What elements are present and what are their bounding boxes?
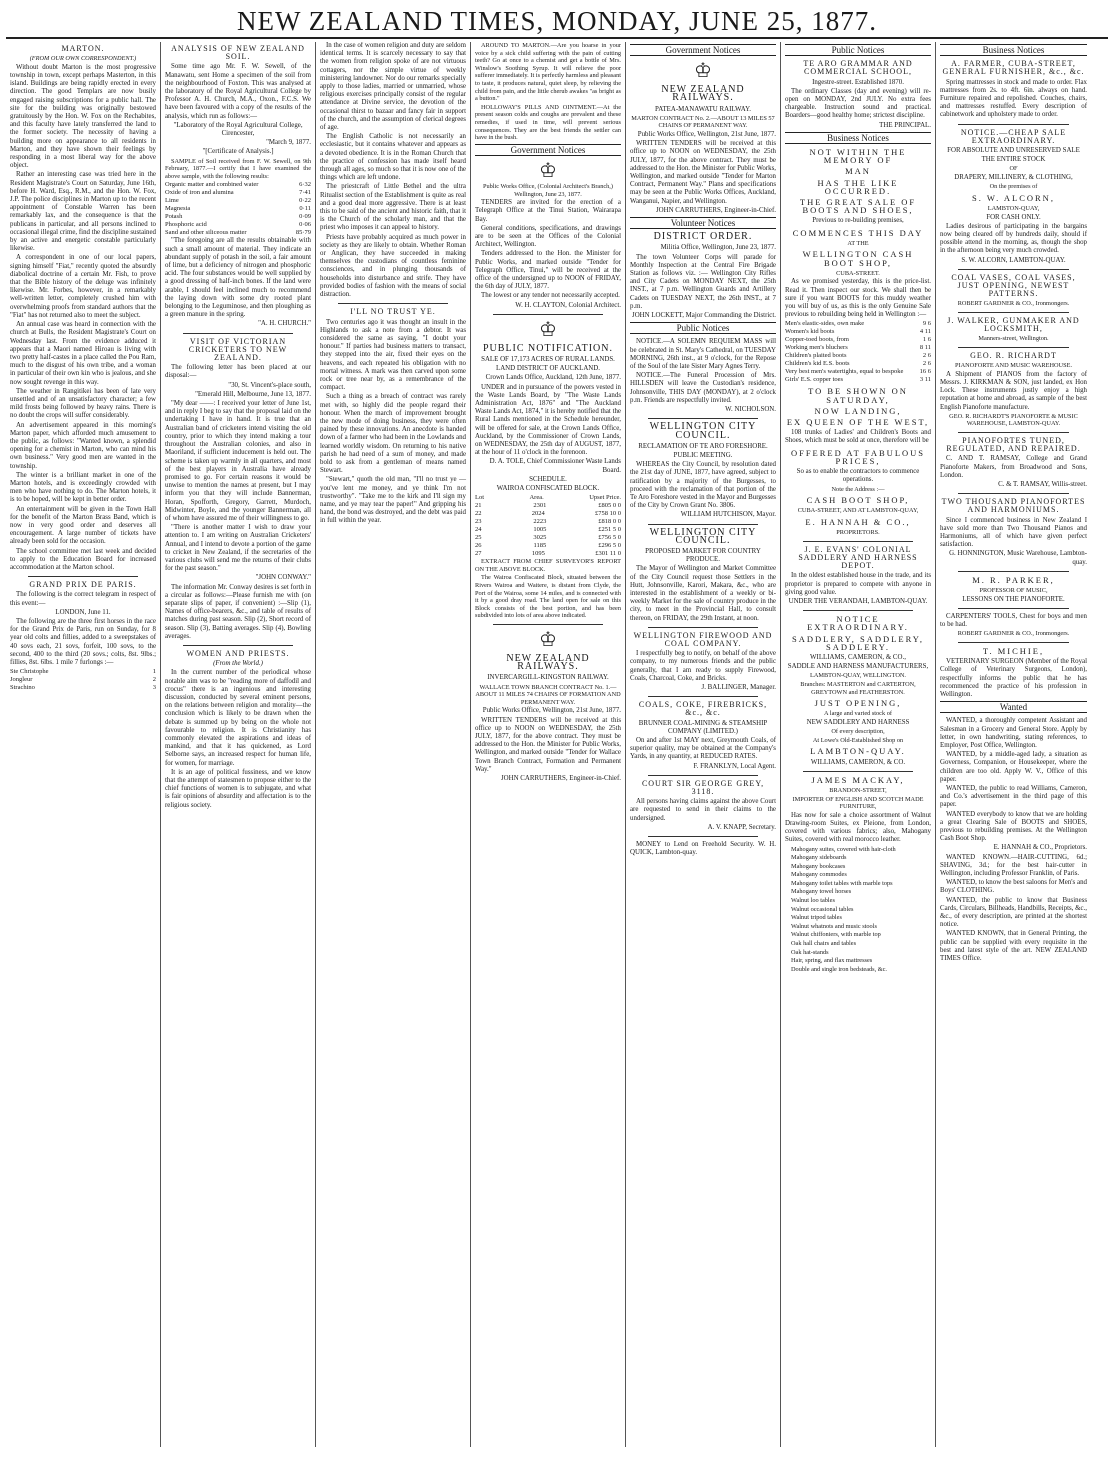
advert-line: NEW SADDLERY AND HARNESS [806,718,910,726]
advert-paragraph: AROUND TO MARTON.—Are you hoarse in your voice by a sick child suffering with the pain of cutting teeth? Go at once to a chemist and get a bottle of Mrs. Winslow's Soothing Syrup. It will relieve the poor sufferer immediately. It is perfectly harmless and pleasant to taste, it produces natural, quiet sleep, by relieving the child from pain, and the little cherub awakes "as bright as a button." [475,42,621,103]
notice-heading: NEW ZEALAND RAILWAYS. [661,84,745,104]
advert-line: SADDLERY, SADDLERY, SADDLERY. [792,633,924,652]
advert-paragraph: Spring mattresses in stock and made to order. Flax mattresses from 2s. to 4ft. 6in. always on hand. Furniture repaired and repolished. Couches, chairs, and mattresses restuffed. Every description of cabinetwork and upholstery made to order. [940,78,1087,119]
signature: "JOHN CONWAY." [255,574,311,582]
advert-line: ROBERT GARDNER & CO., Ironmongers. [957,630,1070,638]
divider [648,418,758,419]
wanted-ad: WANTED everybody to know that we are holding a great Clearing Sale of BOOTS and SHOES, previous to rebuilding premises. At the Wellington Cash Boot Shop. [940,810,1087,843]
divider [958,571,1069,572]
advert-paragraph: In the oldest established house in the trade, and its proprietor is prepared to compete with anyone in giving good value. [785,572,931,596]
notice-paragraph: The lowest or any tender not necessarily accepted. [481,292,620,300]
divider [183,645,293,646]
advert-line: LAMBTON-QUAY, [987,205,1040,213]
advert-heading: M. R. PARKER, [972,574,1055,585]
wanted-ad: WANTED, by a middle-aged lady, a situation as Governess, Companion, or Housekeeper, where the children are too old. Apply W. V., Office of this paper. [940,751,1087,783]
schedule-row: 25 3025 £756 5 0 [475,534,621,542]
price-row: Children's kid E.S. boots 2 6 [785,360,931,368]
article-heading-trust: I'LL NO TRUST YE. [350,307,436,317]
race-result-row: Jongleur 2 [10,676,156,684]
notice-subheading: BRUNNER COAL-MINING & STEAMSHIP COMPANY (LIMITED.) [638,719,768,735]
advert-line: OFFERED AT FABULOUS PRICES, [790,447,926,466]
section-heading-public: Public Notices [630,322,776,334]
notice-subheading: Ingestre-street. Established 1870. [812,78,904,86]
notice-paragraph: The ordinary Classes (day and evening) will re-open on MONDAY, 2nd JULY. No extra fees chargeable. Instruction sound and practical. Boarders—good healthy home; strictest discipline. [785,87,931,120]
list-item: Walnut loo tables [791,897,835,905]
list-item: Walnut chiffoniers, with marble top [791,931,881,939]
advert-heading: NOTICE.—CHEAP SALE EXTRAORDINARY. [960,127,1067,145]
notice-paragraph: Tenders addressed to the Hon. the Minister for Public Works, and marked outside "Tender for Telegraph Office, Tinui," will be received at the office of the undersigned up to NOON of FRIDAY, the 6th day of JULY, 1877. [475,250,621,291]
article-paragraph: Rather an interesting case was tried here in the Resident Magistrate's Court on Saturday, June 16th, before H. Ward, Esq., R.M., and the Hon. W. Fox, J.P. The police disciplines in Marton up to the recent appointment of Constable Warren has been remarkably lax, and the consequence is that the publicans in particular, and all persons inclined to occasional illegal crime, find the discipline sustained by an active and energetic constable particularly likewise. [10,171,156,253]
article-heading-cricketers: VISIT OF VICTORIAN CRICKETERS TO NEW ZEALAND. [188,336,288,363]
advert-heading: J. E. EVANS' COLONIAL SADDLERY AND HARNESS DEPOT. [798,544,918,571]
schedule-row: 22 2024 £758 10 0 [475,510,621,518]
section-heading-wanted: Wanted [940,701,1087,713]
column-3 [316,42,471,1447]
advert-paragraph: 108 trunks of Ladies' and Children's Boots and Shoes, which must be sold at once, therefore will be [785,429,931,445]
advert-line: Note the Address :— [831,485,885,493]
divider [648,836,758,837]
signature: D. A. TOLE, Chief Commissioner Waste Lands Board. [489,458,621,474]
notice-paragraph: On and after 1st MAY next, Greymouth Coals, of superior quality, may be obtained at the Company's Yards, in any quantity, at REDUCED RATES. [630,737,776,761]
advert-line: HAS THE LIKE OCCURRED. [817,177,899,196]
article-paragraph: Priests have probably acquired as much power in society as they are likely to obtain. Whether Roman or Anglican, they have succeeded in making themselves the custodians of countless feminine consciences, and in plunging thousands of households into disturbance and strife. They have provided bodies of fashion with the means of social distraction. [320,233,466,299]
notice-heading: DISTRICT ORDER. [653,231,753,243]
advert-line: FOR ABSOLUTE AND UNRESERVED SALE [947,147,1080,155]
article-paragraph: "Stewart," quoth the old man, "I'll no trust ye — you've lent me money, and ye think I'm not trustworthy". "Take me to the kirk and I'll sign my name, and ye may tear the paper!" And gripping his hand, the bond was destroyed, and the debt was paid in full within the year. [320,476,466,525]
article-paragraph: It is an age of political fussiness, and we know that the attempt of statesmen to propose either to the chief functions of women is to subjugate, and what is fair opinions of absurdity and affectation is to the religious society. [165,768,311,809]
notice-paragraph: WRITTEN TENDERS will be received at this office up to NOON on WEDNESDAY, the 25th JULY, 1877, for the above contract. They must be addressed to the Hon. the Minister for Public Works, Wellington, and marked outside "Tender for Marton Contract, Permanent Way." Plans and specifications may be seen at the Public Works Offices, Auckland, Wanganui, Napier, and Wellington. [630,140,776,205]
section-heading-government: Government Notices [630,44,776,56]
schedule-header-row: Lot Area. Upset Price. [475,494,621,502]
signature: E. HANNAH & CO., Proprietors. [993,844,1087,852]
columns [6,42,1108,1447]
notice-heading: WELLINGTON CITY COUNCIL. [649,526,757,546]
divider [183,333,293,334]
price-row: Very best men's watertights, equal to bespoke 16 6 [785,368,931,376]
signature: W. NICHOLSON. [725,406,776,414]
list-item: Walnut occasional tables [791,905,854,913]
advert-line: DRAPERY, MILLINERY, & CLOTHING, [954,174,1073,182]
signature: THE PRINCIPAL. [879,121,931,129]
advert-line: AT THE [847,239,869,247]
notice-office: Crown Lands Office, Auckland, 12th June, 1877. [485,374,621,382]
analysis-row: Organic matter and combined water 6·32 [165,181,311,189]
advert-paragraph: C. AND T. RAMSAY, College and Grand Pianoforte Makers, from Broadwood and Sons, London. [940,455,1087,479]
divider [958,124,1069,125]
list-item: Mahogany toilet tables with marble tops [791,879,893,887]
notice-subheading: RECLAMATION OF TE ARO FORESHORE. [638,442,768,450]
divider [493,314,603,315]
notice-paragraph: MONEY to Lend on Freehold Security. W. H. QUICK, Lambton-quay. [630,841,776,857]
advert-line: Branches: MASTERTON and CARTERTON, GREYTOWN and FEATHERSTON. [800,680,916,696]
advert-paragraph: Since I commenced business in New Zealand I have sold more than Two Thousand Pianos and Harmoniums, all of which have given perfect satisfaction. [940,516,1087,549]
schedule-row: 24 1005 £251 5 0 [475,526,621,534]
divider [648,696,758,697]
signature: "A. H. CHURCH." [258,320,311,328]
wanted-ad: WANTED KNOWN, that in General Printing, the public can be supplied with every requisite in the best and latest style of the art. NEW ZEALAND TIMES Office. [940,930,1087,962]
notice-paragraph: NOTICE.—A SOLEMN REQUIEM MASS will be celebrated in St. Mary's Cathedral, on TUESDAY MORNING, 26th inst., at 9 o'clock, for the Repose of the Soul of the late Sister Mary Agnes Terry. [630,338,776,371]
column-2 [161,42,316,1447]
article-paragraph: The following are the three first horses in the race for the Grand Prix de Paris, run on Sunday, for 8 year old colts and fillies, added to a sweepstakes of 40 sovs each, 21 sovs, forfeit, 100 sovs, to the second, 400 to the third (20 sovs.; colts, 8st. 9lbs.; fillies, 8st. 6lbs. 1 mile 7 furlongs :— [10,618,156,667]
analysis-row: Sand and other siliceous matter 85·79 [165,229,311,237]
article-paragraph: The school committee met last week and decided to apply to the Education Board for increased accommodation at the Marton school. [10,547,156,571]
notice-subheading: INVERCARGILL-KINGSTON RAILWAY. [487,674,609,682]
price-row: Men's elastic-sides, own make 9 6 [785,320,931,328]
schedule-row: 21 2301 £805 0 0 [475,502,621,510]
list-item: Oak hat-stands [791,948,829,956]
notice-paragraph: I respectfully beg to notify, on behalf of the above company, to my numerous friends and the public generally, that I am ready to supply Firewood, Coals, Charcoal, Coke, and Bricks. [630,650,776,682]
royal-crest-icon: ♔ [539,628,557,651]
advert-line: Previous to re-building premises, [812,217,904,225]
quote-line: "March 9, 1877. [266,139,311,147]
price-row: Copper-toed boots, from 1 6 [785,336,931,344]
schedule-row: 27 1095 £301 11 0 [475,550,621,558]
schedule-heading: SCHEDULE. [529,475,567,483]
schedule-row: 23 2223 £818 0 0 [475,518,621,526]
advert-heading: A. FARMER, CUBA-STREET, GENERAL FURNISHER, &c., &c. [942,59,1085,77]
advert-line: S. W. ALCORN, [972,192,1055,203]
notice-heading: PUBLIC NOTIFICATION. [483,342,613,354]
advert-line: WILLIAMS, CAMERON, & CO. [810,758,906,766]
divider [958,608,1069,609]
notice-heading: COALS, COKE, FIREBRICKS, &c., &c. [638,700,768,718]
section-heading-business: Business Notices [785,132,931,144]
advert-line: NOW LANDING, [814,405,902,416]
advert-line: At Lowe's Old-Established Shop on [812,736,904,744]
advert-line: NOT WITHIN THE MEMORY OF [809,147,907,166]
notice-office: Public Works Office, (Colonial Architect's Branch,) Wellington, June 23, 1877. [483,182,613,198]
advert-paragraph: HOLLOWAY'S PILLS AND OINTMENT.—At the present season colds and coughs are prevalent and these remedies, if used in time, will prevent serious consequences. They are the best friends the settler can have in the bush. [475,103,621,142]
article-paragraph: The winter is a brilliant market in one of the Marton hotels, and is exceedingly crowded with men who have nothing to do. The Marton hotels, it is to be hoped, will be kept in better order. [10,471,156,504]
advert-line: UNDER THE VERANDAH, LAMBTON-QUAY. [788,597,928,605]
notice-paragraph: EXTRACT FROM CHIEF SURVEYOR'S REPORT ON THE ABOVE BLOCK. [475,558,621,573]
quote-line: "[Certificate of Analysis.] [202,148,274,156]
notice-heading: TE ARO GRAMMAR AND COMMERCIAL SCHOOL, [803,59,913,77]
article-subheading: (FROM OUR OWN CORRESPONDENT.) [29,55,137,63]
advert-paragraph: VETERINARY SURGEON (Member of the Royal College of Veterinary Surgeons, London), respectfully informs the public that he has recommenced the practice of his profession in Wellington. [940,658,1087,698]
advert-heading: J. WALKER, GUNMAKER AND LOCKSMITH, [947,316,1080,334]
notice-paragraph: WRITTEN TENDERS will be received at this office up to NOON on WEDNESDAY, the 25th JULY, 1877, for the above contract. They must be addressed to the Hon. the Minister for Public Works, Wellington, and marked outside "Tender for Wallace Town Branch Contract, Formation and Permanent Way." [475,716,621,773]
divider [958,642,1069,643]
divider [28,576,138,577]
article-paragraph: Without doubt Marton is the most progressive township in town, except perhaps Masterton, in this island. Buildings are being rapidly erected in every direction. The good Templars are now busily engaged raising subscriptions for a public hall. The site for the building was originally bestowed gratuitously by the Hon. W. Fox on the Rechabites, and this faculty have lately transferred the land to the former society. The necessity of having a building more on appearance to all residents in Marton, and they have shown their feelings by responding in a most liberal way for the above object. [10,63,156,170]
advert-line: S. W. ALCORN, LAMBTON-QUAY. [961,256,1066,264]
notice-office: Public Works Office, Wellington, 21st June, 1877. [637,131,776,138]
masthead-rule [6,37,1108,39]
signature: JOHN LOCKETT, Major Commanding the District. [632,312,776,320]
list-item: Mahogany bookcases [791,862,846,870]
article-paragraph: "There is another matter I wish to draw your attention to. I am writing on Australian Cricketers' Annual, and I intend to devote a portion of the game to cricket in New Zealand, if the secretaries of the various clubs will send me the returns of their clubs for the past season." [165,524,311,573]
advert-line: On the premises of [989,183,1038,191]
wanted-ad: WANTED, to know the best saloons for Men's and Boys' CLOTHING. [940,879,1087,895]
signature: JOHN CARRUTHERS, Engineer-in-Chief. [655,206,776,214]
article-paragraph: "My dear ——: I received your letter of June 1st, and in reply I beg to say that the proposal laid on the undertaking I have in hand. It is true that an Australian band of cricketers intend visiting the old country, prior to which they intend making a tour throughout the Australian colonies, and also in Maoriland, if sufficient inducement is held out. The scheme is taken up warmly in all quarters, and most of the best players in Australia have already promised to go. For certain reasons it would be unwise to mention the names at present, but I may inform you that they will include Bannerman, Horan, Spofforth, Gregory, Garrett, Murdoch, Midwinter, Boyle, and the younger Bannerman, all of whom have assured me of their willingness to go. [165,400,311,522]
advert-line: So as to enable the contractors to commence operations. [796,468,920,484]
notice-heading: COURT SIR GEORGE GREY, 3118. [641,778,765,797]
notice-paragraph: The Wairoa Confiscated Block, situated between the Rivers Wairoa and Waitere, is distant from Clyde, the Port of the Wairoa, some 14 miles, and is connected with it by a good dray road. The land open for sale on this Block consists of the best portion, and has been subdivided into lots of area above indicated. [475,574,621,620]
notice-heading: WELLINGTON FIREWOOD AND COAL COMPANY. [633,630,773,648]
article-heading-soil: ANALYSIS OF NEW ZEALAND SOIL. [171,44,305,62]
notice-subheading: PATEA-MANAWATU RAILWAY. [655,105,751,113]
schedule-subheading: WAIROA CONFISCATED BLOCK. [496,485,600,492]
signature: G. HONNINGTON, Music Warehouse, Lambton-quay. [949,550,1087,566]
article-heading-grand-prix: GRAND PRIX DE PARIS. [29,580,137,590]
notice-office: Public Works Office, Wellington, 21st June, 1877. [482,707,621,715]
advert-line: CASH BOOT SHOP, [806,495,910,506]
race-result-row: Ste Christophe 1 [10,668,156,676]
wanted-ad: WANTED KNOWN.—HAIR-CUTTING, 6d.; SHAVING, 3d.; for the best hair-cutter in Wellington, including Professor Franklin, of Paris. [940,853,1087,877]
article-paragraph: Such a thing as a breach of contract was rarely met with, so highly did the people regard their honour. When the march of improvement brought the new mode of doing business, they were often pained by these innovations. An anecdote is handed down of a farmer who had been in the Lowlands and learned worldly wisdom. On returning to his native parish he had need of a sum of money, and made bold to ask from a gentleman of means named Stewart. [320,393,466,475]
advert-paragraph: A Shipment of PIANOS from the factory of Messrs. J. KIRKMAN & SON, just landed, ex Hon Lock. These instruments justly enjoy a high reputation at home and abroad, as sample of the best English Pianoforte manufacture. [940,370,1087,411]
advert-line: LAMBTON-QUAY. [810,746,906,757]
quote-line: "30, St. Vincent's-place south, [228,381,311,389]
advert-line: FOR CASH ONLY. [986,213,1041,221]
analysis-row: Magnesia 0·11 [165,205,311,213]
advert-line: EX QUEEN OF THE WEST, [786,417,930,428]
notice-office: Militia Office, Wellington, June 23, 1877. [660,244,776,252]
advert-line: LESSONS ON THE PIANOFORTE. [962,595,1065,603]
notice-subheading: SALE OF 17,173 ACRES OF RURAL LANDS. [481,355,615,363]
race-result-row: Strachino 3 [10,684,156,692]
list-item: Hair, spring, and flax mattresses [791,957,873,965]
divider [958,269,1069,270]
article-paragraph: The weather in Rangitikei has been of late very unsettled and of an unsatisfactory character; a few mild frosts being followed by heavy rains. There is no doubt the crops will suffer considerably. [10,387,156,420]
advert-line: ROBERT GARDNER & CO., Ironmongers. [957,300,1070,308]
advert-line: E. HANNAH & CO., [805,516,911,527]
section-heading-volunteer: Volunteer Notices [630,217,776,229]
wanted-ad: WANTED, the public to read Williams, Cameron, and Co.'s advertisement in the third page of this paper. [940,784,1087,809]
article-subheading: (From the World.) [213,660,263,668]
divider [648,775,758,776]
article-heading-women-priests: WOMEN AND PRIESTS. [186,648,290,658]
advert-heading: JAMES MACKAY, [811,774,905,785]
advert-heading: T. MICHIE, [982,645,1045,656]
divider [958,493,1069,494]
advert-line: JUST OPENING, [814,698,902,709]
column-5 [626,42,781,1447]
advert-line: CUBA-STREET. [836,269,880,277]
analysis-row: Lime 0·22 [165,197,311,205]
article-paragraph: Some time ago Mr. F. W. Sewell, of the Manawatu, sent Home a specimen of the soil from the neighbourhood of Foxton. This was analysed at the laboratory of the Royal Agricultural College by Professor A. H. Church, M.A., Oxon., F.C.S. We have been favoured with a copy of the results of the analysis, which run as follows:— [165,63,311,120]
quote-line: "Emerald Hill, Melbourne, June 13, 1877. [195,390,311,398]
advert-heading: PIANOFORTES TUNED, REGULATED, AND REPAIRED. [946,436,1081,454]
divider [648,627,758,628]
wanted-ad: WANTED, the public to know that Business Cards, Circulars, Billheads, Handbills, Receipts, &c., &c., of every description, are printed at the shortest notice. [940,896,1087,929]
article-heading-marton: MARTON. [61,44,105,53]
wanted-ad: WANTED, a thoroughly competent Assistant and Salesman in a Grocery and General Store. Apply by letter, in own handwriting, stating references, to Employer, Post Office, Wellington. [940,717,1087,749]
divider [803,610,913,611]
analysis-row: Potash 0·09 [165,213,311,221]
advert-line: LAMBTON-QUAY, WELLINGTON. [809,672,907,680]
notice-paragraph: General conditions, specifications, and drawings are to be seen at the Offices of the Colonial Architect, Wellington. [475,224,621,249]
price-row: Working men's bluchers 8 11 [785,344,931,352]
list-item: Mahogany suites, covered with hair-cloth [791,845,896,853]
signature: F. FRANKLYN, Local Agent. [693,762,776,770]
signature: C. & T. RAMSAY, Willis-street. [998,481,1087,489]
analysis-row: Phosphoric acid 0·06 [165,221,311,229]
advert-paragraph: Has now for sale a choice assortment of Walnut Drawing-room Suites, ex Pleione, from London, covered with various fabrics; also, Mahogany Suites, covered with real morocco leather. [785,811,931,844]
advert-line: WELLINGTON CASH BOOT SHOP, [802,249,914,268]
advert-heading: TWO THOUSAND PIANOFORTES AND HARMONIUMS. [941,497,1086,515]
section-heading-government: Government Notices [475,144,621,156]
advert-line: TO BE SHOWN ON SATURDAY, [808,386,908,405]
article-paragraph: Two centuries ago it was thought an insult in the Highlands to ask a note from a debtor. It was considered the same as saying, "I doubt your honour." If parties had business matters to transact, they stepped into the air, fixed their eyes on the heavens, and each repeated his obligation with no mortal witness. A mark was then carved upon some rock or tree near by, as a remembrance of the compact. [320,318,466,392]
divider [958,432,1069,433]
section-heading-public: Public Notices [785,44,931,56]
section-heading-business: Business Notices [940,44,1087,56]
article-paragraph: An annual case was heard in connection with the church at Bulls, the Resident Magistrate's Court on Wednesday last. From the evidence adduced it appears that a Maori named Hiroau is living with two pretty half-castes in a place called the Pou Ram, much to the disgust of his own tribe, and a woman in particular of their own kin who is jealous, and she now sought revenge in this way. [10,321,156,386]
list-item: Oak hall chairs and tables [791,940,857,948]
price-row: Girls' E.S. copper toes 3 11 [785,376,931,384]
divider [648,524,758,525]
notice-paragraph: All persons having claims against the above Court are requested to send in their claims to the undersigned. [630,798,776,822]
notice-subheading: PROPOSED MARKET FOR COUNTRY PRODUCE. [645,547,761,564]
price-row: Women's kid boots 4 11 [785,328,931,336]
notice-subheading: PUBLIC MEETING. [673,451,733,459]
notice-paragraph: UNDER and in pursuance of the powers vested in the Waste Lands Board, by "The Waste Lands Administration Act, 1876" and "The Auckland Waste Lands Act, 1874," it is hereby notified that the Rural Lands mentioned in the Schedule hereunder, will be offered for sale, at the Crown Lands Office, Auckland, by the Commissioner of Crown Lands, on WEDNESDAY, the 25th day of AUGUST, 1877, at the hour of 11 o'clock in the forenoon. [475,383,621,457]
signature: W. H. CLAYTON, Colonial Architect. [515,301,621,309]
advert-line: GEO. R. RICHARDT'S PIANOFORTE & MUSIC WAREHOUSE, LAMBTON-QUAY. [949,412,1078,428]
advert-paragraph: As we promised yesterday, this is the price-list. Read it. Then inspect our stock. We shall then be sure if you want BOOTS for this muddy weather you will buy of us, as this is the only Genuine Sale previous to rebuilding being held in Wellington :— [785,278,931,319]
advert-line: OF [1009,165,1018,173]
advert-line: PROPRIETORS. [836,529,880,537]
advert-line: PIANOFORTE AND MUSIC WAREHOUSE. [954,362,1073,370]
list-item: Walnut tripod tables [791,914,842,922]
divider [803,771,913,772]
royal-crest-icon: ♔ [539,159,557,182]
list-item: Mahogany sideboards [791,854,847,862]
signature: JOHN CARRUTHERS, Engineer-in-Chief. [500,774,621,782]
notice-paragraph: TENDERS are invited for the erection of a Telegraph Office at the Tinui Station, Wairarapa Bay. [475,199,621,223]
article-paragraph: SAMPLE of Soil received from F. W. Sewell, on 9th February, 1877.—I certify that I have examined the above sample, with the following results: [165,157,311,180]
notice-heading: WELLINGTON CITY COUNCIL. [649,421,757,441]
column-6 [781,42,936,1447]
advert-heading: NOTICE EXTRAORDINARY. [807,614,909,633]
advert-heading: COAL VASES, COAL VASES, JUST OPENING, NEWEST PATTERNS. [951,272,1076,299]
list-item: Walnut whatnots and music stools [791,922,877,930]
advert-paragraph: Ladies desirous of participating in the bargains now being cleared off by hundreds daily, should if possible attend in the morning, as, though the shop in the afternoon being very much crowded. [940,222,1087,255]
advert-line: SADDLE AND HARNESS MANUFACTURERS, [787,663,929,671]
article-paragraph: The priestcraft of Little Bethel and the ultra Ritualist section of the Establishment is quite as real and a good deal more aggressive. There is at least this to be said of the ancient and historic faith, that it is the Church of the scholarly man, and that the priest who imposes it can appeal to history. [320,183,466,232]
analysis-row: Oxide of iron and alumina 7·41 [165,189,311,197]
list-item: Double and single iron bedsteads, &c. [791,965,888,973]
notice-paragraph: NOTICE.—The Funeral Procession of Mrs. HILLSDEN will leave the Custodian's residence, Johnsonville, THIS DAY (MONDAY), at 2 o'clock p.m. Friends are respectfully invited. [630,372,776,404]
notice-heading: NEW ZEALAND RAILWAYS. [506,652,590,673]
article-paragraph: An entertainment will be given in the Town Hall for the benefit of the Marton Brass Band, which is now in very good order and deserves all encouragement. A large number of tickets have already been sold for the occasion. [10,505,156,546]
divider [803,541,913,542]
article-paragraph: In the case of women religion and duty are seldom identical terms. It is scarcely necessary to say that the women from religion spoke of are not virtuous cottagers, nor the simple virtue of weekly ministering landowner. Nor do our remarks specially apply to those ladies, married or unmarried, whose religious exercises principally consist of the regular attendance at Divine service, the devotion of the occasional thirst to bazaar and fancy fair in support of the church, and the assumption of clerical degrees of age. [320,42,466,132]
schedule-row: 26 1185 £296 5 0 [475,542,621,550]
advert-line: Of every description, [831,728,885,736]
royal-crest-icon: ♔ [694,60,712,83]
divider [958,312,1069,313]
column-4 [471,42,626,1447]
advert-line: IMPORTER OF ENGLISH AND SCOTCH MADE FURNITURE, [792,795,924,811]
advert-line: COMMENCES THIS DAY [792,227,924,238]
advert-line: Manners-street, Wellington. [978,335,1049,343]
dateline: LONDON, June 11. [55,608,111,616]
advert-line: THE GREAT SALE OF BOOTS AND SHOES, [799,197,917,216]
advert-line: MAN [845,166,871,177]
signature: WILLIAM HUTCHISON, Mayor. [680,511,776,519]
column-1 [6,42,161,1447]
advert-line: CUBA-STREET, AND AT LAMBTON-QUAY, [797,507,919,515]
notice-subheading: MARTON CONTRACT No. 2.—ABOUT 13 MILES 57 CHAINS OF PERMANENT WAY. [631,114,775,130]
article-paragraph: An advertisement appeared in this morning's Marton paper, which afforded much amusement to the public, as follows: "Wanted known, a splendid opening for a chemist in Marton, who can mind his own business." Very good men are wanted in the township. [10,421,156,470]
divider [338,303,448,304]
notice-subheading: WALLACE TOWN BRANCH CONTRACT No. 1.—ABOUT 11 MILES 74 CHAINS OF FORMATION AND PERMANENT WAY. [475,683,621,706]
notice-paragraph: The town Volunteer Corps will parade for Monthly Inspection at the Central Fire Brigade Station as follows viz. :— Wellington City Rifles and City Cadets on MONDAY NEXT, the 25th INST., at 7 p.m. Wellington Guards and Artillery Cadets on TUESDAY NEXT, the 26th INST., at 7 p.m. [630,253,776,310]
signature: A. V. KNAPP, Secretary. [707,823,776,831]
advert-heading: GEO. R. RICHARDT [970,351,1057,361]
advert-line: BRANDON-STREET, [829,786,887,794]
notice-paragraph: WHEREAS the City Council, by resolution dated the 21st day of JUNE, 1877, have agreed, subject to ratification by a majority of the Burgesses, to proceed with the reclamation of that portion of the Te Aro Foreshore vested in the Mayor and Burgesses of the City by Crown Grant No. 3806. [630,461,776,510]
advert-line: PROFESSOR OF MUSIC, [979,587,1048,595]
quote-line: "Laboratory of the Royal Agricultural College, Cirencester, [173,121,303,138]
divider [493,624,603,625]
advert-line: THE ENTIRE STOCK [981,156,1046,164]
article-paragraph: The following letter has been placed at our disposal:— [165,364,311,380]
royal-crest-icon: ♔ [539,318,557,341]
article-paragraph: A correspondent in one of our local papers, signing himself "Fiat," recently quoted the absurdly diabolical doctrine of a certain Mr. Fish, to prove that the Bible history of the deluge was infinitely likewise. Mr. Forbes, however, in a remarkably well-written letter, completely crushed him with overwhelming proofs from standard authors that the "Fiat" has not returned also to meet the subject. [10,254,156,319]
list-item: Mahogany towel horses [791,888,852,896]
signature: J. BALLINGER, Manager. [701,683,776,691]
article-paragraph: The following is the correct telegram in respect of this event:— [10,591,156,607]
masthead: NEW ZEALAND TIMES, MONDAY, JUNE 25, 1877. [236,6,877,36]
notice-paragraph: The Mayor of Wellington and Market Committee of the City Council request those Settlers in the Hutt, Johnsonville, Karori, Makara, &c., who are interested in the establishment of a weekly or bi-weekly Market for the sale of country produce in the city, to meet in the Provincial Hall, to consult thereon, on FRIDAY, the 29th Instant, at noon. [630,565,776,622]
article-paragraph: In the current number of the periodical whose notable aim was to be "reading more of daffodil and crocus" there is an ingenious and interesting discussion, conducted by several eminent persons, on the relations between religion and morality—the conclusion which is likely to be drawn when the debate is summed up by being on the whole not favourable to religion. It is Christianity has commonly elevated the aspirations and ideas of mankind, and that it has quickened, as Lord Selborne says, an increased respect for human life, for women, for marriage. [165,669,311,767]
column-7 [936,42,1091,1447]
advert-paragraph: CARPENTERS' TOOLS, Chest for boys and men to be had. [940,612,1087,629]
advert-line: A large and varied stock of [824,710,892,718]
article-paragraph: The information Mr. Conway desires is set forth in a circular as follows:—Please furnish me with (on separate slips of paper, if convenient) :—Slip (1), Names of office-bearers, &c., and table of results of matches during past season. Slip (2), Short record of season. Slip (3), Batting averages. Slip (4), Bowling averages. [165,583,311,640]
article-paragraph: "The foregoing are all the results obtainable with such a small amount of material. They indicate an abundant supply of potash in the soil, a fair amount of lime, but a deficiency of nitrogen and phosphoric acid. The four substances would be well supplied by a good dressing of half-inch bones. If the land were arable, I should feel inclined much to recommend the laying down with some dry rooted plant belonging to the Leguminose, and then ploughing as a green manure in the spring. [165,237,311,319]
article-paragraph: The English Catholic is not necessarily an ecclesiastic, but it contains whatever and appears as a devoted obedience. It is in the Roman Church that the practice of confession has made itself heard through all ages, so much so that it is now one of the things which are left undone. [320,133,466,182]
notice-subheading: LAND DISTRICT OF AUCKLAND. [495,365,600,373]
list-item: Mahogany commodes [791,871,847,879]
advert-line: WILLIAMS, CAMERON, & CO., [810,653,906,661]
divider [958,347,1069,348]
price-row: Children's plaited boots 2 6 [785,352,931,360]
